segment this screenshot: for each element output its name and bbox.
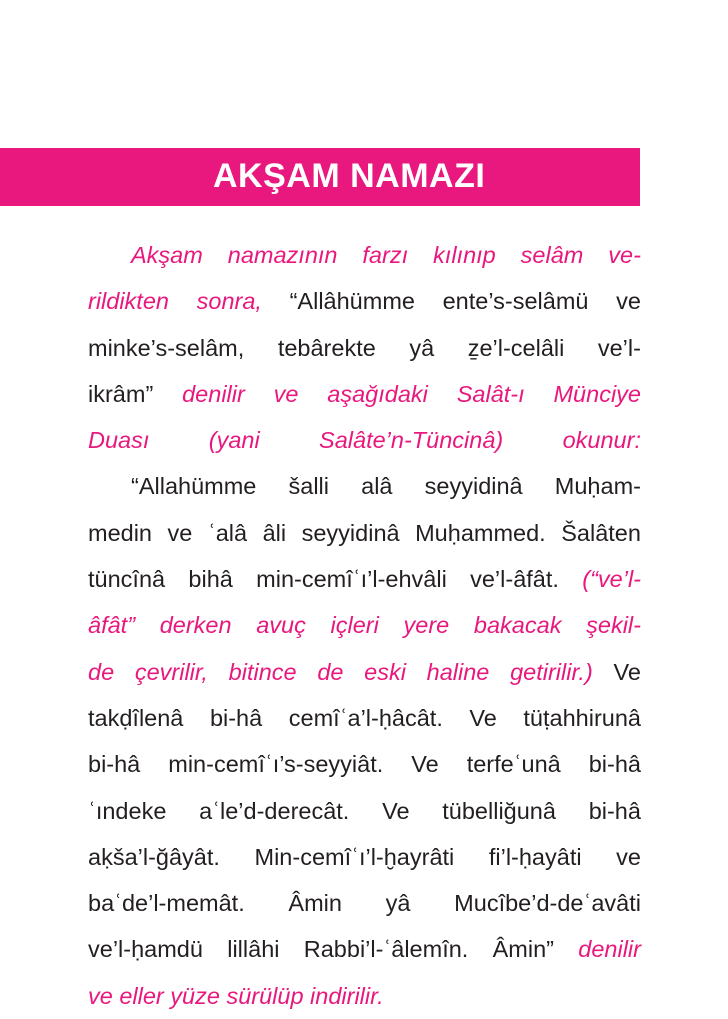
page-title: AKŞAM NAMAZI [213,157,486,195]
prayer-word: min-cemîʿı’l-ehvâli [256,566,447,593]
instruction-word: sonra, [196,288,262,315]
text-line [88,788,641,834]
title-bar [0,148,640,206]
prayer-word: Âmin [288,890,342,917]
prayer-word: ve [616,843,641,870]
prayer-word: Ve [411,751,439,778]
text-line [88,602,641,648]
prayer-word: “Allahümme [131,473,257,500]
instruction-word: (yani [208,427,260,454]
prayer-word: ve’l-âfât. [470,566,559,593]
instruction-word: Akşam [131,242,203,268]
instruction-word: Duası [88,427,150,454]
instruction-word: okunur: [562,427,641,454]
instruction-word: denilir [578,936,641,963]
prayer-word: Muḥam- [554,473,641,500]
text-line [88,510,641,556]
instruction-word: haline [426,658,490,685]
instruction-word: içleri [330,612,379,639]
instruction-word: bakacak [473,612,562,639]
text-line [88,371,641,417]
prayer-word: min-cemîʿı’s-seyyiât. [168,751,384,778]
text-line [88,232,641,278]
prayer-word: cemîʿa’l-ḥâcât. [288,704,443,731]
prayer-word: bihâ [188,566,233,593]
text-line [88,556,641,602]
text-line [88,880,641,926]
instruction-word: selâm [520,242,584,268]
text-line [88,325,641,371]
prayer-word: bi-hâ [209,704,263,731]
prayer-word: ve’l-ḥamdü [88,936,203,963]
prayer-word: lillâhi [227,936,280,963]
instruction-word: namazının [227,242,338,268]
prayer-word: Šalâten [561,519,641,546]
prayer-word: yâ [409,334,435,361]
instruction-word: Salât-ı [456,380,525,407]
instruction-word: avuç [256,612,306,639]
prayer-word: Min-cemîʿı’l-ḫayrâti [254,843,455,870]
prayer-word: ẕe’l-celâli [467,334,565,361]
prayer-word: fi’l-ḥayâti [488,843,582,870]
text-line [88,973,641,1019]
prayer-word: seyyidinâ [424,473,523,500]
prayer-text [88,232,641,1019]
prayer-word: bi-hâ [588,797,641,824]
prayer-word: tebârekte [277,334,376,361]
prayer-word: bi-hâ [588,751,641,778]
prayer-word: ve’l- [597,334,641,361]
prayer-word: seyyidinâ [301,519,400,546]
instruction-word: (“ve’l- [582,566,641,593]
instruction-word: aşağıdaki [327,380,428,407]
instruction-word: kılınıp [433,242,496,268]
prayer-word: baʿde’l-memât. [88,890,245,917]
prayer-word: ente’s-selâmü [442,288,589,315]
prayer-word: aʿle’d-derecât. [199,797,350,824]
instruction-word: eski [364,658,406,685]
instruction-word: şekil- [586,612,641,639]
instruction-word: ve eller yüze sürülüp indirilir. [88,982,384,1009]
prayer-word: tübelliğunâ [442,797,556,824]
prayer-word: medin [88,519,153,546]
prayer-word: alâ [361,473,393,500]
prayer-word: Âmin” [492,936,554,963]
text-line [88,417,641,463]
text-line [88,926,641,972]
instruction-word: yere [403,612,450,639]
prayer-word: šalli [288,473,329,500]
instruction-word: de [88,658,115,685]
instruction-word: farzı [362,242,409,268]
instruction-word: bitince [228,658,297,685]
prayer-word: yâ [385,890,411,917]
instruction-word: de [317,658,344,685]
instruction-word: getirilir.) [510,658,593,685]
prayer-word: Mucîbe’d-deʿavâti [454,890,641,917]
text-line [88,741,641,787]
instruction-word: ve- [608,242,641,268]
instruction-word: çevrilir, [134,658,208,685]
prayer-word: terfeʿunâ [466,751,561,778]
instruction-word: derken [159,612,232,639]
prayer-word: ʿındeke [88,797,167,824]
text-line [88,834,641,880]
prayer-word: ʿalâ [207,519,248,546]
prayer-word: tüncînâ [88,566,166,593]
instruction-word: denilir [182,380,245,407]
prayer-word: ve [167,519,193,546]
instruction-word: Münciye [553,380,641,407]
prayer-word: minke’s-selâm, [88,334,245,361]
prayer-word: bi-hâ [88,751,141,778]
prayer-word: Ve [613,658,641,685]
instruction-word: ve [273,380,299,407]
prayer-word: Rabbi’l-ʿâlemîn. [303,936,469,963]
text-line [88,278,641,324]
text-line [88,463,641,509]
text-line [88,649,641,695]
prayer-word: tüṭahhirunâ [523,704,641,731]
instruction-word: Salâte’n-Tüncinâ) [319,427,504,454]
prayer-word: Muḥammed. [415,519,546,546]
instruction-word: rildikten [88,288,169,315]
instruction-word: âfât” [88,612,136,639]
prayer-word: aḳša’l-ğâyât. [88,843,220,870]
prayer-word: Ve [382,797,410,824]
prayer-word: ve [616,288,641,315]
text-line [88,695,641,741]
prayer-word: “Allâhümme [289,288,415,315]
prayer-word: ikrâm” [88,380,154,407]
prayer-word: Ve [469,704,497,731]
prayer-word: âli [262,519,287,546]
prayer-word: takḍîlenâ [88,704,184,731]
